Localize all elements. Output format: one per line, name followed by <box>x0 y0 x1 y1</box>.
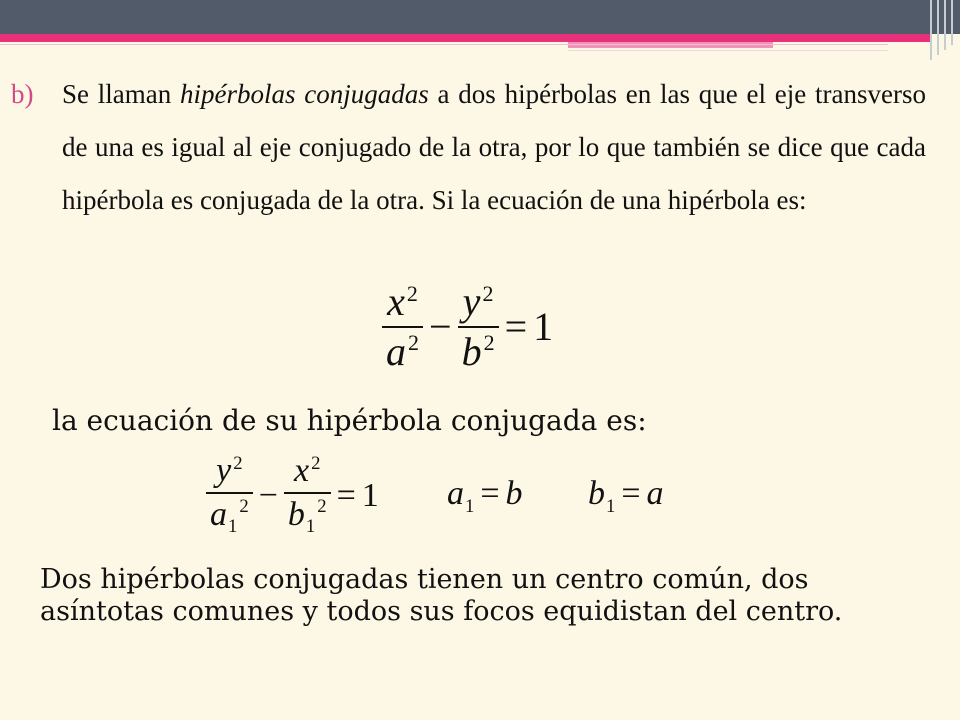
paragraph-conclusion: Dos hipérbolas conjugadas tienen un centro común, dos asíntotas comunes y todos sus focos equidistan del centro. <box>40 564 843 627</box>
fraction-y-over-a1: $\frac{y ^2}{a_1^2}$ <box>206 454 253 537</box>
text-lead: Se llaman <box>62 79 181 109</box>
divider-line <box>0 44 888 45</box>
minus-sign: − <box>258 476 278 514</box>
conjugate-hyperbola-equation <box>206 454 379 537</box>
equals-sign: = <box>504 304 528 350</box>
accent-stripe <box>0 34 930 42</box>
fraction-y-over-b: $\frac{y^2}{b^2}$ <box>458 282 499 372</box>
relation-b1-equals-a: $b_1 = a$ <box>588 475 664 517</box>
vertical-rule <box>930 0 932 60</box>
divider-line-secondary <box>568 50 888 51</box>
fraction-x-over-b1: $\frac{x ^2}{b_1^2}$ <box>284 454 331 537</box>
vertical-rule <box>937 0 939 55</box>
term-emphasis: hipérbolas conjugadas <box>180 79 429 109</box>
hyperbola-equation <box>382 279 554 374</box>
conjugate-intro: la ecuación de su hipérbola conjugada es: <box>52 404 647 437</box>
vertical-rule <box>951 0 953 45</box>
minus-sign: − <box>429 304 452 350</box>
fraction-x-over-a: $\frac{x^2}{a^2}$ <box>382 282 423 372</box>
header-bar <box>0 0 960 34</box>
equation-rhs: 1 <box>533 304 554 350</box>
paragraph-item-b <box>11 68 927 227</box>
list-label: b) <box>11 79 34 109</box>
equation-rhs: 1 <box>361 476 379 514</box>
text-rest: a dos hipérbolas en las que el eje transverso de una es igual al eje conjugado de la otra, por lo que también se dice que cada hipérbola es conjugada de la otra. Si la ecuación de una hipérbola es: <box>62 79 927 215</box>
equals-sign: = <box>336 476 356 514</box>
accent-stripe-secondary <box>568 42 773 48</box>
relation-a1-equals-b: $a_1 = b$ <box>447 475 523 517</box>
vertical-rule <box>944 0 946 50</box>
